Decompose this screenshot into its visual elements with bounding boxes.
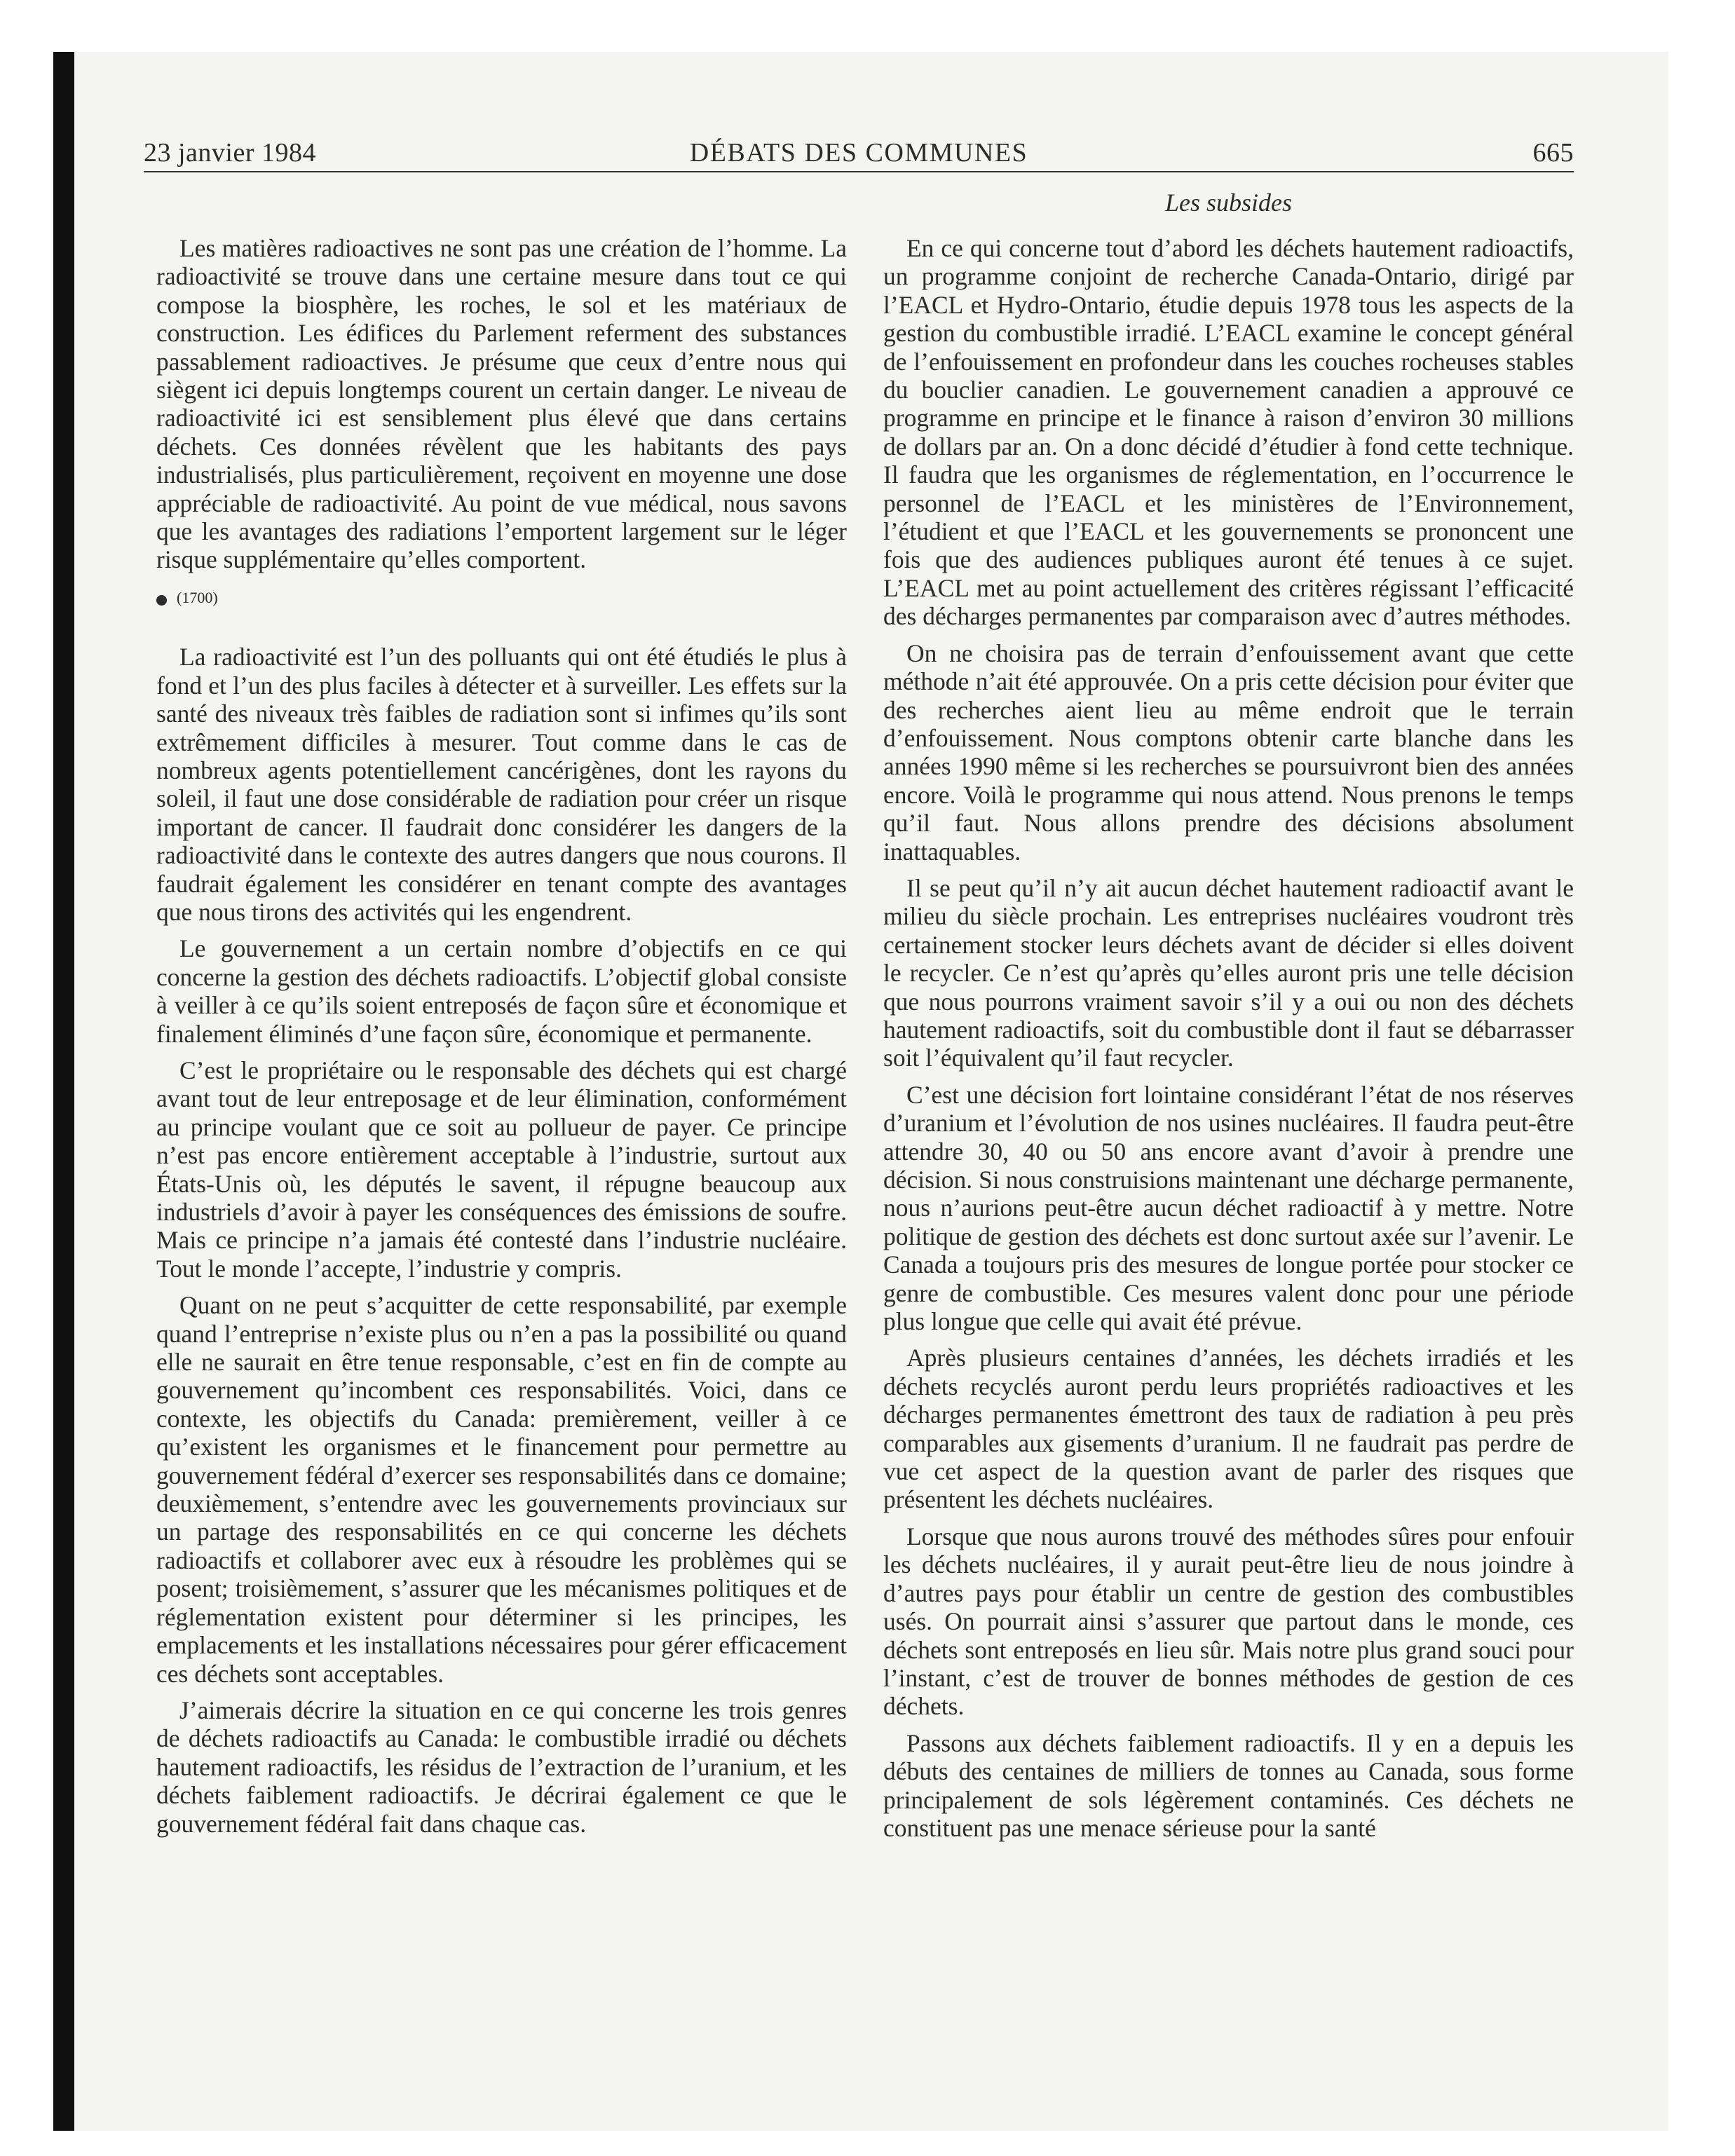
paragraph: Le gouvernement a un certain nombre d’objectifs en ce qui concerne la gestion des déchets radioactifs. L’objectif global consiste à veiller à ce qu’ils soient entreposés de façon sûre et économique et finalement éliminés d’une façon sûre, économique et permanente. [156, 934, 847, 1048]
header-date: 23 janvier 1984 [144, 138, 317, 168]
page-header [144, 137, 1574, 172]
paragraph: Il se peut qu’il n’y ait aucun déchet hautement radioactif avant le milieu du siècle prochain. Les entreprises nucléaires voudront très certainement stocker leurs déchets avant de décider si elles doivent le recycler. Ce n’est qu’après qu’elles auront pris une telle décision que nous pourrons vraiment savoir s’il y a oui ou non des déchets hautement radioactifs, soit du combustible dont il faut se débarrasser soit l’équivalent qu’il faut recycler. [883, 873, 1574, 1072]
section-title: Les subsides [1164, 189, 1293, 217]
paragraph: C’est une décision fort lointaine considérant l’état de nos réserves d’uranium et l’évolution de nos usines nucléaires. Il faudra peut-être attendre 30, 40 ou 50 ans encore avant d’avoir à prendre une décision. Si nous construisions maintenant une décharge permanente, nous n’aurions peut-être aucun déchet radioactif à y mettre. Notre politique de gestion des déchets est donc surtout axée sur l’avenir. Le Canada a toujours pris des mesures de longue portée pour stocker ce genre de combustible. Ces mesures valent donc pour une période plus longue que celle qui avait été prévue. [883, 1080, 1574, 1336]
paragraph: Quant on ne peut s’acquitter de cette responsabilité, par exemple quand l’entreprise n’existe plus ou n’en a pas la possibilité ou quand elle ne saurait en être tenue responsable, c’est en fin de compte au gouvernement qu’incombent ces responsabilités. Voici, dans ce contexte, les objectifs du Canada: premièrement, veiller à ce qu’existent les organismes et le financement pour permettre au gouvernement fédéral d’exercer ses responsabilités dans ce domaine; deuxièmement, s’entendre avec les gouvernements provinciaux sur un partage des responsabilités en ce qui concerne les déchets radioactifs et collaborer avec eux à résoudre les problèmes qui se posent; troisièmement, s’assurer que les mécanismes politiques et de réglementation existent pour déterminer si les principes, les emplacements et les installations nécessaires pour gérer efficacement ces déchets sont acceptables. [156, 1291, 847, 1688]
bullet-icon [156, 595, 167, 606]
left-column [156, 234, 847, 1846]
paragraph: C’est le propriétaire ou le responsable des déchets qui est chargé avant tout de leur entreposage et de leur élimination, conformément au principe voulant que ce soit au pollueur de payer. Ce principe n’est pas encore entièrement acceptable à l’industrie, surtout aux États-Unis où, les députés le savent, il répugne beaucoup aux industriels d’avoir à payer les conséquences des émissions de soufre. Mais ce principe n’a jamais été contesté dans l’industrie nucléaire. Tout le monde l’accepte, l’industrie y compris. [156, 1056, 847, 1283]
paragraph: Passons aux déchets faiblement radioactifs. Il y en a depuis les débuts des centaines de milliers de tonnes au Canada, sous forme principalement de sols légèrement contaminés. Ces déchets ne constituent pas une menace sérieuse pour la santé [883, 1728, 1574, 1842]
paragraph: Lorsque que nous aurons trouvé des méthodes sûres pour enfouir les déchets nucléaires, il y aurait peut-être lieu de nous joindre à d’autres pays pour établir un centre de gestion des combustibles usés. On pourrait ainsi s’assurer que partout dans le monde, ces déchets sont entreposés en lieu sûr. Mais notre plus grand souci pour l’instant, c’est de trouver de bonnes méthodes de gestion de ces déchets. [883, 1522, 1574, 1721]
page-number: 665 [1532, 138, 1574, 168]
header-rule [144, 171, 1574, 172]
timestamp-label: (1700) [177, 588, 218, 606]
right-column [883, 234, 1574, 1850]
paragraph: En ce qui concerne tout d’abord les déchets hautement radioactifs, un programme conjoint de recherche Canada-Ontario, dirigé par l’EACL et Hydro-Ontario, étudie depuis 1978 tous les aspects de la gestion du combustible irradié. L’EACL examine le concept général de l’enfouissement en profondeur dans les couches rocheuses stables du bouclier canadien. Le gouvernement canadien a approuvé ce programme en principe et le finance à raison d’environ 30 millions de dollars par an. On a donc décidé d’étudier à fond cette technique. Il faudra que les organismes de réglementation, en l’occurrence le personnel de l’EACL et les ministères de l’Environnement, l’étudient et que l’EACL et les gouvernements se prononcent une fois que des audiences publiques auront été tenues à ce sujet. L’EACL met au point actuellement des critères régissant l’efficacité des décharges permanentes par comparaison avec d’autres méthodes. [883, 234, 1574, 631]
paragraph: Après plusieurs centaines d’années, les déchets irradiés et les déchets recyclés auront perdu leurs propriétés radioactives et les décharges permanentes émettront des taux de radiation à peu près comparables aux gisements d’uranium. Il ne faudrait pas perdre de vue cet aspect de la question avant de parler des risques que présentent les déchets nucléaires. [883, 1344, 1574, 1514]
paragraph: Les matières radioactives ne sont pas une création de l’homme. La radioactivité se trouve dans une certaine mesure dans tout ce qui compose la biosphère, les roches, le sol et les matériaux de construction. Les édifices du Parlement referment des substances passablement radioactives. Je présume que ceux d’entre nous qui siègent ici depuis longtemps courent un certain danger. Le niveau de radioactivité ici est sensiblement plus élevé que dans certains déchets. Ces données révèlent que les habitants des pays industrialisés, plus particulièrement, reçoivent en moyenne une dose appréciable de radioactivité. Au point de vue médical, nous savons que les avantages des radiations l’emportent largement sur le léger risque supplémentaire qu’elles comportent. [156, 234, 847, 574]
paragraph: La radioactivité est l’un des polluants qui ont été étudiés le plus à fond et l’un des plus faciles à détecter et à surveiller. Les effets sur la santé des niveaux très faibles de radiation sont si infimes qu’ils sont extrêmement difficiles à mesurer. Tout comme dans le cas de nombreux agents potentiellement cancérigènes, dont les rayons du soleil, il faut une dose considérable de radiation pour créer un risque important de cancer. Il faudrait donc considérer les dangers de la radioactivité dans le contexte des autres dangers que nous courons. Il faudrait également les considérer en tenant compte des avantages que nous tirons des activités qui les engendrent. [156, 643, 847, 926]
paragraph: J’aimerais décrire la situation en ce qui concerne les trois genres de déchets radioactifs au Canada: le combustible irradié ou déchets hautement radioactifs, les résidus de l’extraction de l’uranium, et les déchets faiblement radioactifs. Je décrirai également ce que le gouvernement fédéral fait dans chaque cas. [156, 1696, 847, 1838]
scan-edge-bar [53, 52, 74, 2131]
paragraph: On ne choisira pas de terrain d’enfouissement avant que cette méthode n’ait été approuvée. On a pris cette décision pour éviter que des recherches aient lieu au même endroit que le terrain d’enfouissement. Nous comptons obtenir carte blanche dans les années 1990 même si les recherches se poursuivront bien des années encore. Voilà le programme qui nous attend. Nous prenons le temps qu’il faut. Nous allons prendre des décisions absolument inattaquables. [883, 639, 1574, 866]
timestamp [156, 584, 847, 612]
header-title: DÉBATS DES COMMUNES [689, 138, 1028, 168]
